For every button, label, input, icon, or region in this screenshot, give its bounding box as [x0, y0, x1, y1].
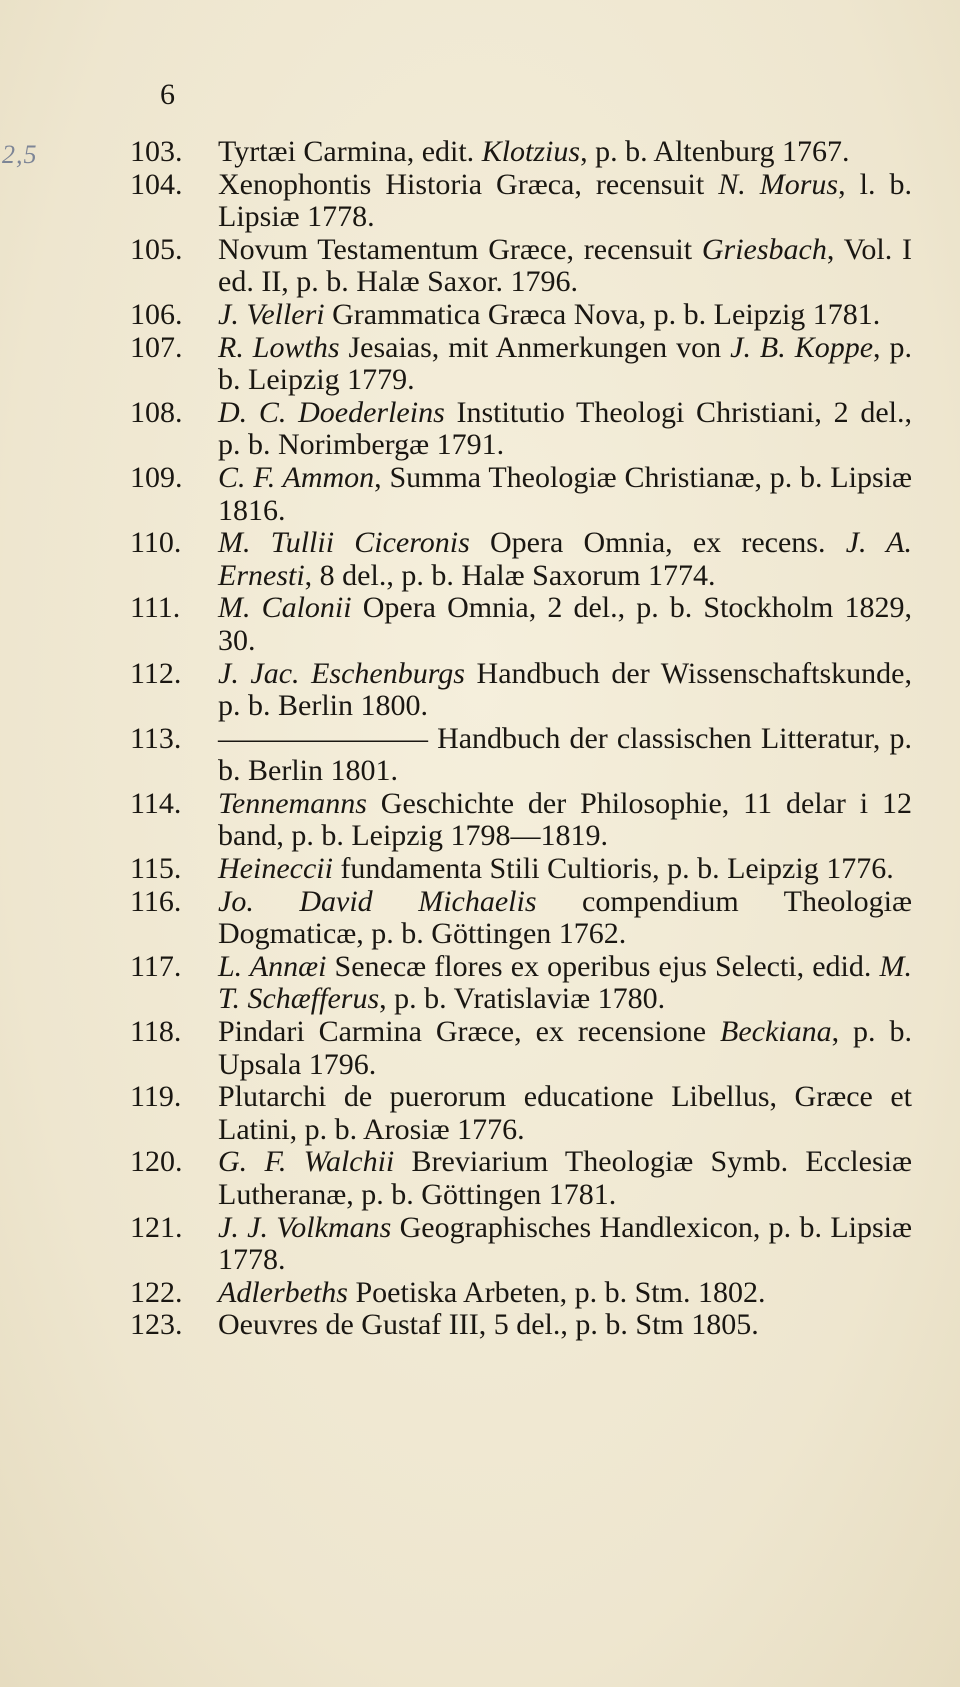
catalog-entry	[130, 1309, 912, 1342]
entry-text-segment: , p. b. Upsala 1796.	[218, 1015, 912, 1081]
catalog-entry	[130, 951, 912, 1016]
entry-text	[218, 1145, 912, 1211]
entry-author-italic: R. Lowths	[218, 330, 340, 364]
catalog-entry-list	[130, 136, 912, 1342]
entry-text-segment: , Vol. I ed. II, p. b. Halæ Saxor. 1796.	[218, 232, 912, 299]
catalog-entry	[130, 136, 912, 169]
catalog-entry	[130, 397, 912, 462]
entry-text-segment: Handbuch der Wissenschaftskunde, p. b. Berlin 1800.	[218, 656, 912, 723]
entry-text-segment: , p. b. Altenburg 1767.	[580, 135, 850, 168]
entry-number: 122.	[130, 1275, 183, 1309]
entry-text-segment: Grammatica Græca Nova, p. b. Leipzig 1781.	[324, 297, 881, 331]
catalog-entry	[130, 1212, 912, 1277]
entry-text-segment: Breviarium Theologiæ Symb. Ecclesiæ Lutheranæ, p. b. Göttingen 1781.	[218, 1145, 912, 1211]
entry-author-italic: Heineccii	[218, 852, 333, 886]
entry-number: 121.	[130, 1210, 183, 1244]
entry-number: 116.	[130, 884, 182, 918]
entry-text	[218, 591, 912, 657]
catalog-entry	[130, 462, 912, 527]
entry-author-italic: Adlerbeths	[218, 1275, 348, 1309]
entry-author-italic: Tennemanns	[218, 786, 367, 820]
entry-text-segment: ——————— Handbuch der classischen Litteratur, p. b. Berlin 1801.	[218, 721, 912, 788]
entry-author-italic: Klotzius	[481, 135, 581, 168]
entry-number: 118.	[130, 1015, 182, 1049]
entry-number: 123.	[130, 1308, 183, 1342]
entry-number: 110.	[130, 526, 182, 560]
entry-text	[218, 168, 912, 234]
catalog-entry	[130, 299, 912, 332]
entry-text	[218, 331, 912, 397]
catalog-entry	[130, 853, 912, 886]
entry-text-segment: , p. b. Leipzig 1779.	[218, 330, 912, 397]
entry-text-segment: fundamenta Stili Cultioris, p. b. Leipzig 1776.	[332, 852, 894, 886]
entry-text-segment: , Summa Theologiæ Christianæ, p. b. Lipsiæ 1816.	[218, 460, 912, 527]
entry-text-segment: Xenophontis Historia Græca, recensuit	[218, 167, 719, 201]
entry-number: 112.	[130, 656, 182, 690]
entry-number: 117.	[130, 949, 182, 983]
entry-text	[218, 787, 912, 853]
entry-text-segment: Opera Omnia, 2 del., p. b. Stockholm 1829, 30.	[218, 591, 912, 657]
entry-text-segment: Geographisches Handlexicon, p. b. Lipsiæ 1778.	[218, 1210, 913, 1277]
entry-author-italic: Jo. David Michaelis	[218, 884, 537, 918]
entry-author-italic: N. Morus	[718, 167, 839, 201]
entry-text	[218, 722, 912, 788]
entry-text	[218, 1308, 759, 1341]
catalog-entry	[130, 1081, 912, 1146]
entry-number: 106.	[130, 297, 183, 331]
entry-text	[218, 852, 894, 885]
catalog-entry	[130, 332, 912, 397]
catalog-entry	[130, 234, 912, 299]
entry-text-segment: , 8 del., p. b. Halæ Saxorum 1774.	[304, 558, 716, 592]
entry-number: 105.	[130, 232, 183, 266]
entry-text	[218, 885, 912, 951]
entry-text	[218, 526, 912, 592]
entry-author-italic: J. A. Ernesti	[218, 526, 912, 592]
entry-author-italic: J. Jac. Eschenburgs	[218, 656, 465, 690]
page-number: 6	[160, 78, 175, 111]
entry-author-italic: Griesbach	[701, 232, 827, 266]
entry-text	[218, 1080, 912, 1146]
entry-number: 103.	[130, 135, 183, 168]
entry-number: 104.	[130, 167, 183, 201]
entry-text	[218, 396, 912, 462]
entry-text-segment: Jesaias, mit Anmerkungen von	[339, 330, 731, 364]
catalog-entry	[130, 592, 912, 657]
entry-text-segment: , p. b. Vratislaviæ 1780.	[379, 982, 666, 1016]
entry-text	[218, 1015, 912, 1081]
entry-author-italic: M. T. Schæfferus	[218, 949, 912, 1016]
entry-number: 108.	[130, 395, 183, 429]
entry-text	[218, 461, 912, 527]
entry-text-segment: , l. b. Lipsiæ 1778.	[218, 167, 912, 234]
entry-number: 119.	[130, 1080, 182, 1114]
entry-author-italic: M. Tullii Ciceronis	[218, 526, 470, 560]
entry-number: 120.	[130, 1145, 183, 1179]
catalog-entry	[130, 527, 912, 592]
entry-number: 113.	[130, 721, 182, 755]
entry-number: 107.	[130, 330, 183, 364]
catalog-entry	[130, 788, 912, 853]
catalog-entry	[130, 1146, 912, 1211]
catalog-entry	[130, 886, 912, 951]
entry-number: 115.	[130, 852, 182, 886]
entry-text-segment: Geschichte der Philosophie, 11 delar i 12 band, p. b. Leipzig 1798—1819.	[218, 786, 912, 853]
entry-author-italic: M. Calonii	[218, 591, 352, 625]
entry-text-segment: Opera Omnia, ex recens.	[469, 526, 846, 560]
catalog-entry	[130, 658, 912, 723]
entry-author-italic: J. J. Volkmans	[218, 1210, 392, 1244]
entry-number: 114.	[130, 786, 182, 820]
catalog-entry	[130, 1277, 912, 1310]
entry-author-italic: D. C. Doederleins	[218, 395, 445, 429]
entry-author-italic: C. F. Ammon	[218, 460, 375, 494]
entry-text-segment: Novum Testamentum Græce, recensuit	[218, 232, 702, 266]
entry-text	[218, 135, 850, 168]
entry-author-italic: J. Velleri	[218, 297, 325, 331]
entry-text-segment: Oeuvres de Gustaf III, 5 del., p. b. Stm 1805.	[218, 1308, 759, 1342]
entry-text	[218, 657, 912, 723]
catalog-entry	[130, 723, 912, 788]
catalog-entry	[130, 169, 912, 234]
handwritten-margin-note: 2,5	[2, 140, 38, 169]
entry-author-italic: J. B. Koppe	[730, 330, 874, 364]
entry-text-segment: compendium Theologiæ Dogmaticæ, p. b. Göttingen 1762.	[218, 884, 912, 951]
entry-author-italic: G. F. Walchii	[218, 1145, 395, 1179]
entry-number: 111.	[130, 591, 181, 625]
entry-text-segment: Senecæ flores ex operibus ejus Selecti, edid.	[326, 949, 880, 983]
entry-author-italic: L. Annæi	[218, 949, 327, 983]
entry-author-italic: Beckiana	[720, 1015, 832, 1049]
entry-text	[218, 1276, 765, 1309]
entry-text-segment: Poetiska Arbeten, p. b. Stm. 1802.	[347, 1275, 766, 1309]
entry-text-segment: Institutio Theologi Christiani, 2 del., p. b. Norimbergæ 1791.	[218, 395, 912, 462]
entry-text-segment: Pindari Carmina Græce, ex recensione	[218, 1015, 721, 1049]
entry-text-segment: Plutarchi de puerorum educatione Libellus, Græce et Latini, p. b. Arosiæ 1776.	[218, 1080, 912, 1146]
entry-text	[218, 950, 912, 1016]
entry-text-segment: Tyrtæi Carmina, edit.	[218, 135, 482, 168]
entry-number: 109.	[130, 460, 183, 494]
entry-text	[218, 233, 912, 299]
entry-text	[218, 1211, 912, 1277]
catalog-entry	[130, 1016, 912, 1081]
entry-text	[218, 298, 880, 331]
